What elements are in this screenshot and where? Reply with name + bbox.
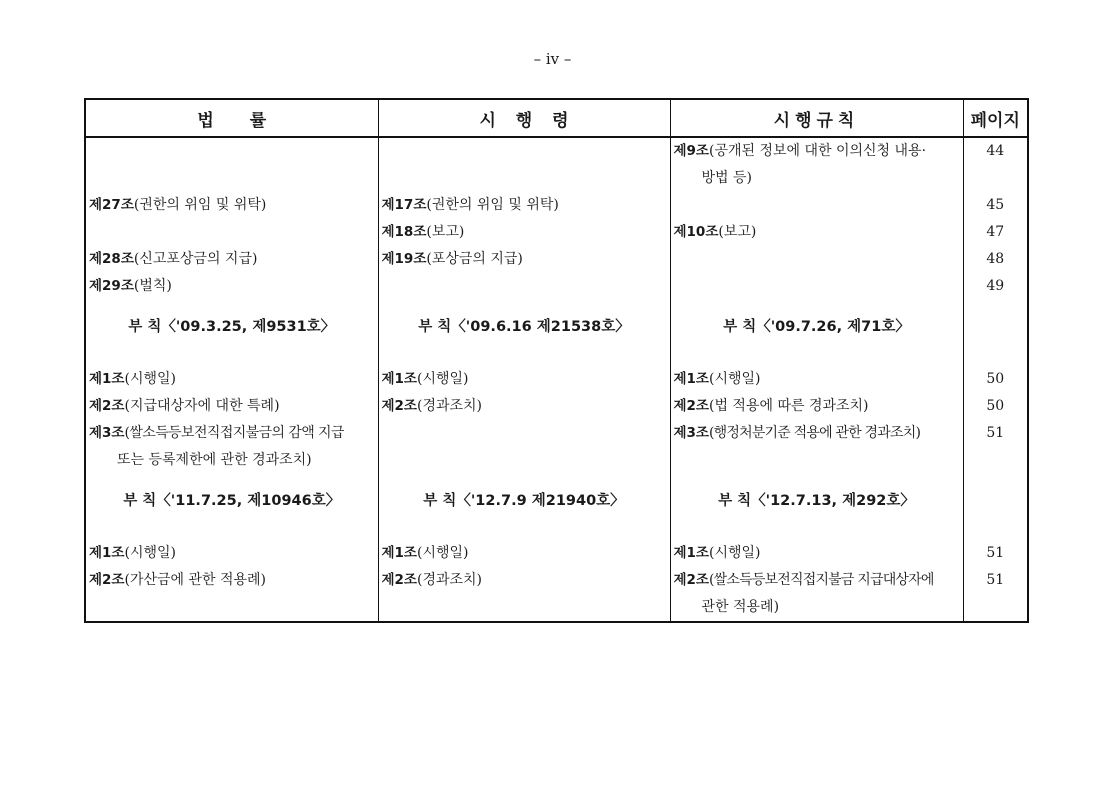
decree-cell [378,192,670,219]
rule-cell [670,273,963,300]
page-cell: 48 [963,246,1028,273]
article-title: (보고) [426,224,465,240]
article-title: (경과조치) [416,572,483,588]
article-number: 제2조 [89,398,125,414]
page-cell: 51 [963,567,1028,622]
article-title: (시행일) [124,545,176,561]
article-number: 제3조 [89,425,125,441]
table-row [85,567,1028,622]
article-title-cont: 또는 등록제한에 관한 경과조치) [117,452,312,468]
page-cell: 51 [963,420,1028,474]
article-title-cont: 방법 등) [701,170,752,186]
page-cell [963,300,1028,354]
rule-cell [670,393,963,420]
page-cell: 44 [963,137,1028,192]
article-title: (시행일) [708,545,761,561]
article-number: 제19조 [381,251,427,267]
article-number: 제28조 [89,251,134,267]
spacer-row [85,354,1028,366]
article-number: 제1조 [381,371,417,387]
rule-cell [670,567,963,622]
article-title: (권한의 위임 및 위탁) [426,197,559,213]
table-row [85,219,1028,246]
rule-cell [670,219,963,246]
table-row [85,540,1028,567]
law-cell [85,192,378,219]
table-row [85,393,1028,420]
table-row [85,366,1028,393]
supplement-law: 부 칙〈'09.3.25, 제9531호〉 [85,300,378,354]
page-number: – iv – [533,50,572,68]
table-row [85,246,1028,273]
contents-table [84,98,1029,623]
article-title: (가산금에 관한 적용례) [124,572,267,588]
law-cell [85,273,378,300]
article-number: 제10조 [673,224,719,240]
article-number: 제2조 [673,572,709,588]
article-title: (쌀소득등보전직접지불금의 감액 지급 [124,425,344,441]
law-cell [85,219,378,246]
article-number: 제1조 [673,371,709,387]
decree-cell [378,420,670,474]
article-number: 제2조 [381,398,417,414]
article-title: (시행일) [124,371,176,387]
page-cell: 51 [963,540,1028,567]
table-row [85,420,1028,474]
decree-cell [378,540,670,567]
rule-cell [670,540,963,567]
header-page: 페이지 [963,99,1028,137]
header-decree: 시 행 령 [378,99,670,137]
page-cell: 45 [963,192,1028,219]
article-number: 제2조 [381,572,417,588]
article-title-cont: 관한 적용례) [701,599,780,615]
article-title: (지급대상자에 대한 특례) [124,398,280,414]
law-cell [85,393,378,420]
law-cell [85,567,378,622]
decree-cell [378,219,670,246]
header-row [85,99,1028,137]
rule-cell [670,137,963,192]
table-row [85,192,1028,219]
rule-cell [670,192,963,219]
header-law: 법 률 [85,99,378,137]
article-number: 제17조 [381,197,427,213]
law-cell [85,420,378,474]
law-cell [85,540,378,567]
law-cell [85,366,378,393]
decree-cell [378,273,670,300]
article-number: 제1조 [381,545,417,561]
article-number: 제3조 [673,425,709,441]
supplement-decree: 부 칙〈'09.6.16 제21538호〉 [378,300,670,354]
page-cell: 47 [963,219,1028,246]
page-cell: 49 [963,273,1028,300]
supplement-decree: 부 칙〈'12.7.9 제21940호〉 [378,474,670,528]
supplement-law: 부 칙〈'11.7.25, 제10946호〉 [85,474,378,528]
article-title: (벌칙) [133,278,172,294]
table-row [85,273,1028,300]
law-cell [85,137,378,192]
article-number: 제1조 [89,545,125,561]
article-title: (법 적용에 따른 경과조치) [708,398,869,414]
article-title: (경과조치) [416,398,483,414]
article-title: (행정처분기준 적용에 관한 경과조치) [708,425,921,441]
page-cell: 50 [963,393,1028,420]
decree-cell [378,567,670,622]
article-number: 제2조 [673,398,709,414]
article-number: 제9조 [673,143,709,159]
law-cell [85,246,378,273]
article-number: 제27조 [89,197,134,213]
article-number: 제1조 [673,545,709,561]
page-cell [963,474,1028,528]
article-title: (시행일) [416,371,469,387]
decree-cell [378,246,670,273]
supplement-row [85,474,1028,528]
article-title: (권한의 위임 및 위탁) [133,197,267,213]
decree-cell [378,366,670,393]
page-cell: 50 [963,366,1028,393]
header-rule: 시행규칙 [670,99,963,137]
decree-cell [378,393,670,420]
article-number: 제1조 [89,371,125,387]
article-title: (시행일) [708,371,761,387]
article-title: (포상금의 지급) [426,251,523,267]
supplement-rule: 부 칙〈'09.7.26, 제71호〉 [670,300,963,354]
spacer-row [85,528,1028,540]
article-number: 제29조 [89,278,134,294]
supplement-row [85,300,1028,354]
article-number: 제2조 [89,572,125,588]
article-title: (시행일) [416,545,469,561]
rule-cell [670,366,963,393]
article-title: (공개된 정보에 대한 이의신청 내용· [708,143,927,159]
supplement-rule: 부 칙〈'12.7.13, 제292호〉 [670,474,963,528]
rule-cell [670,246,963,273]
article-number: 제18조 [381,224,427,240]
decree-cell [378,137,670,192]
article-title: (보고) [718,224,757,240]
table-row [85,137,1028,192]
article-title: (신고포상금의 지급) [133,251,258,267]
article-title: (쌀소득등보전직접지불금 지급대상자에 [708,572,934,588]
rule-cell [670,420,963,474]
